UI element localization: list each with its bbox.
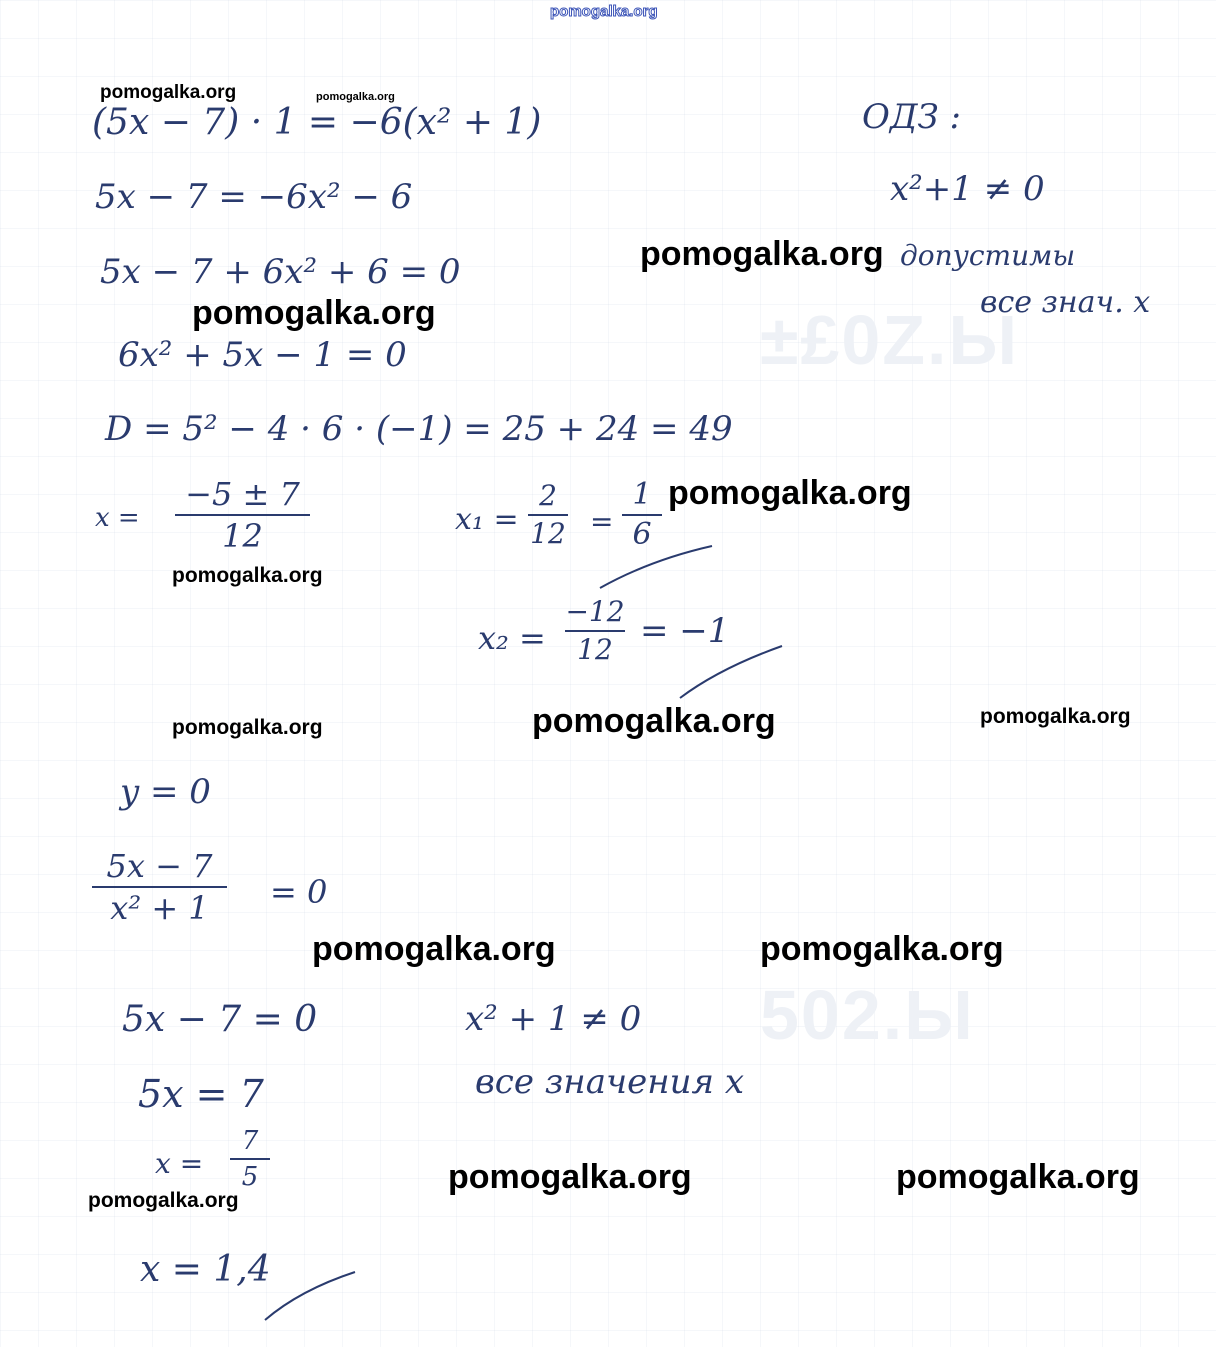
watermark[interactable]: pomogalka.org — [896, 1158, 1140, 1196]
root-x2-result: = −1 — [640, 611, 730, 651]
zero-fraction-denominator: x² + 1 — [110, 889, 209, 927]
discriminant-line: D = 5² − 4 · 6 · (−1) = 25 + 24 = 49 — [105, 409, 733, 449]
watermark[interactable]: pomogalka.org — [172, 564, 323, 587]
header-watermark[interactable]: pomogalka.org — [550, 3, 658, 20]
root-x1-numerator: 2 — [539, 479, 557, 512]
denominator-note: все значения x — [475, 1062, 745, 1102]
watermark[interactable]: pomogalka.org — [980, 705, 1131, 728]
domain-note-line-2: все знач. x — [980, 285, 1151, 320]
watermark[interactable]: pomogalka.org — [312, 930, 556, 968]
background-show-through: 502.Ы — [760, 976, 975, 1054]
watermark[interactable]: pomogalka.org — [448, 1158, 692, 1196]
watermark[interactable]: pomogalka.org — [760, 930, 1004, 968]
watermark[interactable]: pomogalka.org — [100, 82, 237, 103]
root-x1-denominator: 12 — [530, 517, 566, 550]
equation-line-4: 6x² + 5x − 1 = 0 — [118, 335, 407, 375]
root-x1-equals: = — [590, 505, 614, 538]
zero-fraction-equals: = 0 — [270, 873, 328, 911]
zero-fraction-numerator: 5x − 7 — [106, 847, 213, 885]
root-x2-label: x₂ = — [478, 619, 546, 657]
denominator-condition: x² + 1 ≠ 0 — [465, 999, 642, 1039]
roots-formula-label: x = — [95, 503, 140, 533]
x-value-denominator: 5 — [241, 1162, 259, 1192]
root-x1-result-numerator: 1 — [632, 477, 652, 512]
watermark[interactable]: pomogalka.org — [532, 702, 776, 740]
equation-line-1: (5x − 7) · 1 = −6(x² + 1) — [92, 102, 542, 143]
watermark[interactable]: pomogalka.org — [88, 1189, 239, 1212]
root-x2-denominator: 12 — [577, 633, 613, 666]
root-x2-numerator: −12 — [565, 595, 625, 628]
x-value-numerator: 7 — [241, 1126, 259, 1156]
equation-line-2: 5x − 7 = −6x² − 6 — [95, 177, 413, 217]
linear-equation: 5x = 7 — [138, 1072, 264, 1116]
roots-formula-numerator: −5 ± 7 — [185, 475, 300, 513]
root-x1-label: x₁ = — [455, 502, 519, 537]
y-equals-zero: y = 0 — [120, 772, 211, 812]
watermark[interactable]: pomogalka.org — [668, 474, 912, 512]
watermark[interactable]: pomogalka.org — [172, 716, 323, 739]
equation-line-3: 5x − 7 + 6x² + 6 = 0 — [100, 252, 461, 292]
watermark[interactable]: pomogalka.org — [640, 235, 884, 273]
domain-title: ОДЗ : — [862, 97, 961, 137]
check-mark — [265, 1272, 355, 1320]
background-show-through: ±£0Z.Ы — [760, 301, 1020, 379]
watermark[interactable]: pomogalka.org — [316, 91, 395, 103]
watermark[interactable]: pomogalka.org — [192, 294, 436, 332]
x-value-label: x = — [155, 1147, 204, 1180]
roots-formula-denominator: 12 — [222, 517, 263, 555]
check-mark — [600, 546, 712, 588]
numerator-equation: 5x − 7 = 0 — [122, 999, 318, 1040]
domain-condition: x²+1 ≠ 0 — [890, 169, 1045, 209]
root-x1-result-denominator: 6 — [632, 517, 652, 552]
final-answer: x = 1,4 — [140, 1249, 271, 1290]
domain-note-line-1: допустимы — [900, 239, 1076, 272]
check-mark — [680, 646, 782, 698]
